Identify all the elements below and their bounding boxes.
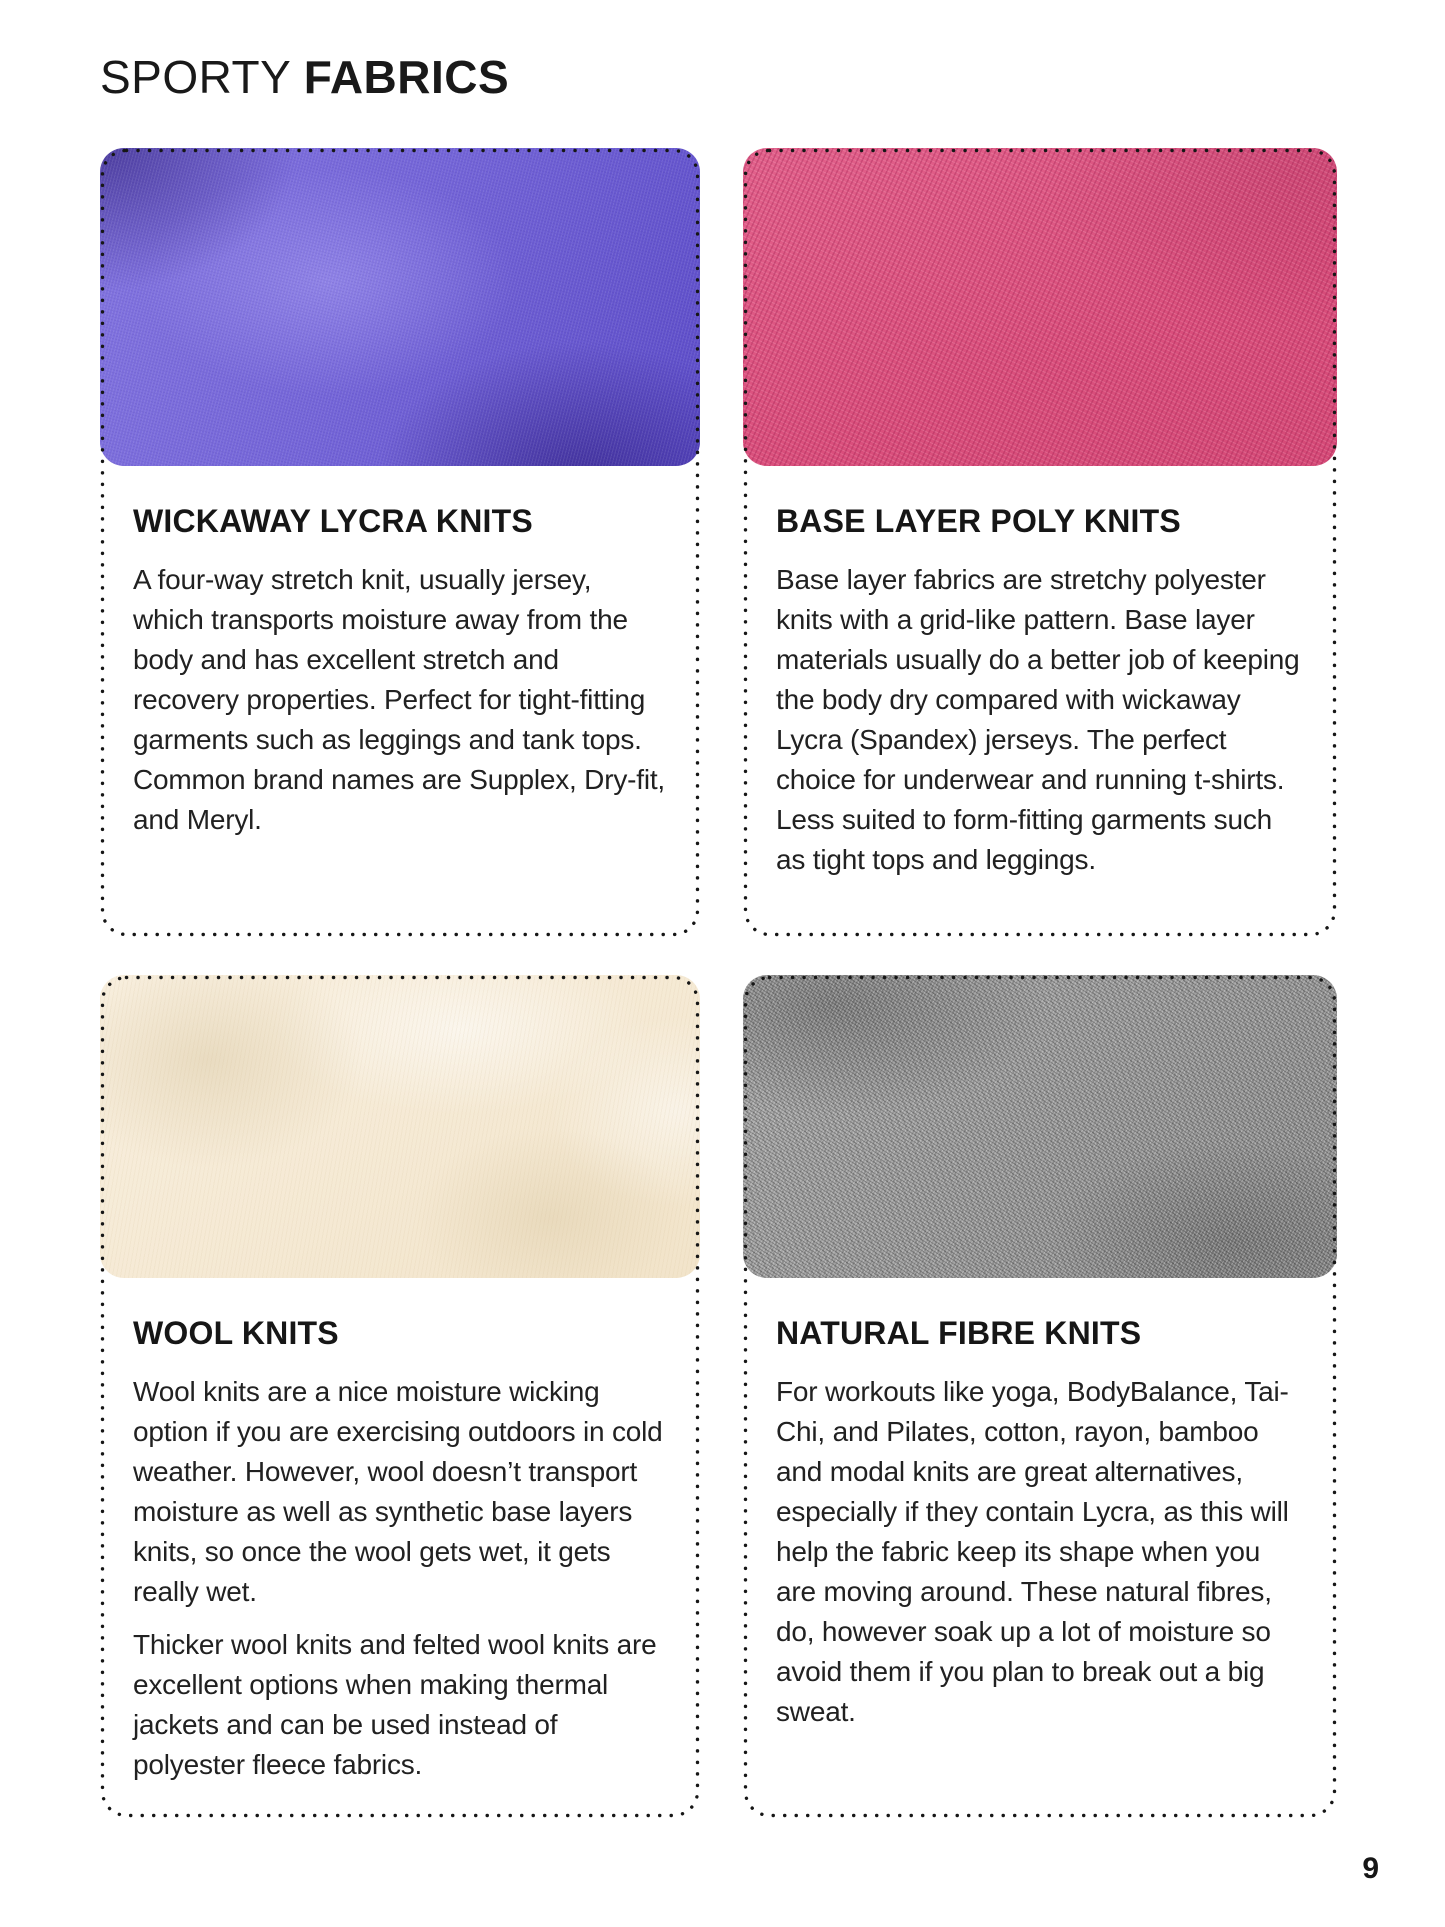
purple-lycra-fabric-photo — [100, 148, 700, 466]
panel-wool-knits — [100, 975, 700, 1818]
panel-paragraph: Wool knits are a nice moisture wicking option if you are exercising outdoors in cold weather. However, wool doesn’t transport moisture as well as synthetic base layers knits, so once the wool gets wet, it gets really wet. — [133, 1376, 663, 1608]
panel-wickaway-lycra-knits — [100, 148, 700, 937]
panel-paragraph: A four-way stretch knit, usually jersey, which transports moisture away from the body and has excellent stretch and recovery properties. Perfect for tight-fitting garments such as leggings and tank tops. Common brand names are Supplex, Dry-fit, and Meryl. — [133, 564, 665, 836]
pink-poly-fabric-photo — [743, 148, 1337, 466]
gray-natural-fibre-fabric-photo — [743, 975, 1337, 1278]
panel-heading: WICKAWAY LYCRA KNITS — [133, 503, 533, 539]
panel-paragraph: Thicker wool knits and felted wool knits are excellent options when making thermal jackets and can be used instead of polyester fleece fabrics. — [133, 1629, 657, 1781]
panel-natural-fibre-knits — [743, 975, 1337, 1818]
page-title-regular: SPORTY — [100, 51, 304, 103]
page-number: 9 — [1362, 1852, 1379, 1885]
page-title-bold: FABRICS — [303, 51, 510, 103]
page-title — [100, 52, 509, 103]
panel-paragraph: Base layer fabrics are stretchy polyester knits with a grid-like pattern. Base layer materials usually do a better job of keeping the body dry compared with wickaway Lycra (Spandex) jerseys. The perfect choice for underwear and running t-shirts. Less suited to form-fitting garments such as tight tops and leggings. — [776, 564, 1300, 876]
panel-paragraph: For workouts like yoga, BodyBalance, Tai-Chi, and Pilates, cotton, rayon, bamboo and modal knits are great alternatives, especially if they contain Lycra, as this will help the fabric keep its shape when you are moving around. These natural fibres, do, however soak up a lot of moisture so avoid them if you plan to break out a big sweat. — [776, 1376, 1289, 1728]
panel-heading: BASE LAYER POLY KNITS — [776, 503, 1181, 539]
panel-heading: WOOL KNITS — [133, 1315, 339, 1351]
panel-base-layer-poly-knits — [743, 148, 1337, 937]
cream-wool-fabric-photo — [100, 975, 700, 1278]
panel-heading: NATURAL FIBRE KNITS — [776, 1315, 1142, 1351]
